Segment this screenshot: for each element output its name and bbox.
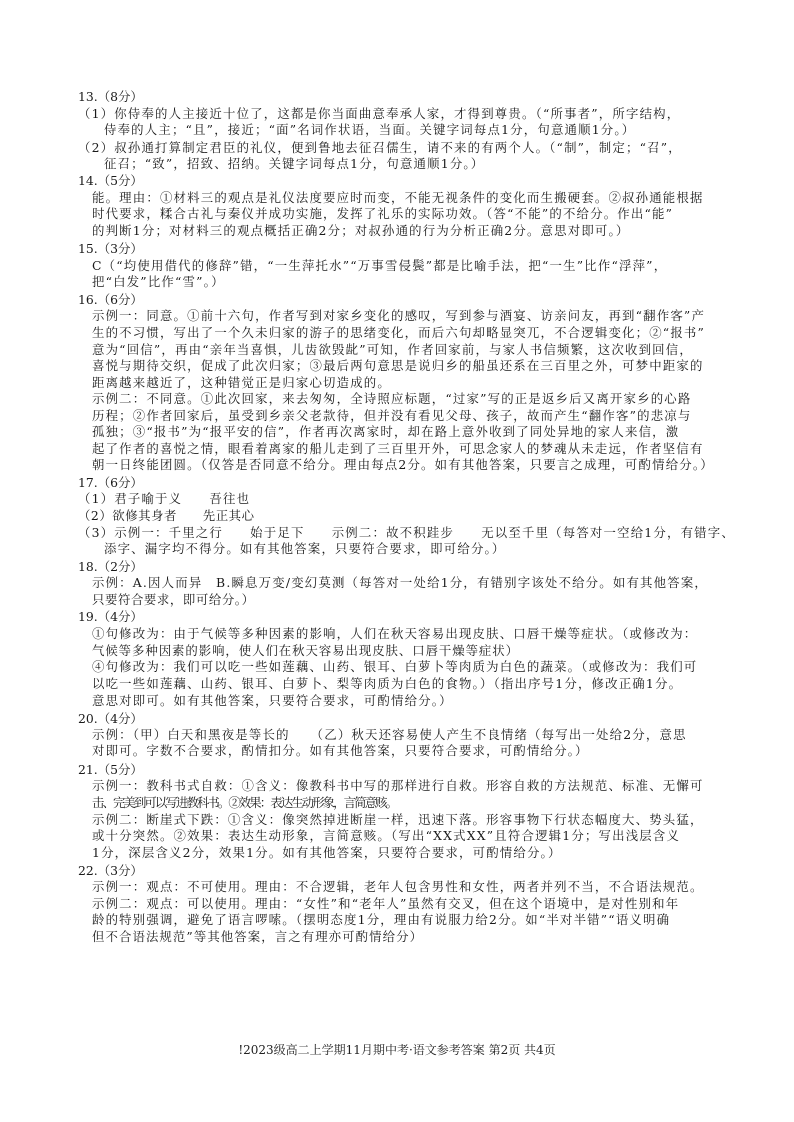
text-line: 示例二：观点：可以使用。理由：“女性”和“老年人”虽然有交叉，但在这个语境中，是对性别和年 — [92, 896, 680, 911]
text-line: 19.（4分） — [78, 609, 143, 624]
text-line: 生的不习惯，写出了一个久未归家的游子的思绪变化，而后六句却略显突兀，不合逻辑变化；②“报书” — [92, 325, 706, 340]
text-line: 或十分突然。②效果：表达生动形象，言简意赅。（写出“XX式XX”且符合逻辑1分；写出浅层含义 — [92, 828, 681, 843]
text-line: （2）叔孙通打算制定君臣的礼仪，便到鲁地去征召儒生，请不来的有两个人。（“制”，制定；“召”， — [78, 140, 682, 155]
text-line: 示例一：观点：不可使用。理由：不合逻辑，老年人包含男性和女性，两者并列不当，不合语法规范。 — [92, 879, 704, 894]
text-line: 示例一：同意。①前十六句，作者写到对家乡变化的感叹，写到参与酒宴、访亲问友，再到“翻作客”产 — [92, 308, 706, 323]
text-line: 21.（5分） — [78, 762, 143, 777]
text-line: 意思对即可。如有其他答案，只要符合要求，可酌情给分。） — [92, 693, 453, 708]
text-line: 距离越来越近了，这种错觉正是归家心切造成的。 — [92, 375, 391, 390]
text-line: 侍奉的人主；“且”，接近；“面”名词作状语，当面。关键字词每点1分，句意通顺1分。） — [104, 122, 636, 137]
text-line: 只要符合要求，即可给分。） — [92, 592, 255, 607]
text-line: 历程；②作者回家后，虽受到乡亲父老款待，但并没有看见父母、孩子，故而产生“翻作客”的悲凉与 — [92, 408, 692, 423]
text-line: 时代要求，糅合古礼与秦仪并成功实施，发挥了礼乐的实际功效。（答“不能”的不给分。作出“能” — [92, 206, 674, 221]
text-line: 20.（4分） — [78, 711, 143, 726]
text-line: （3）示例一：千里之行 始于足下 示例二：故不积跬步 无以至千里（每答对一空给1分，有错字、 — [78, 525, 735, 540]
text-line: 起了作者的喜悦之情，眼看着离家的船儿走到了三百里开外，可思念家人的梦魂从未走远，作者坚信有 — [92, 441, 704, 456]
text-line: 以吃一些如莲藕、山药、银耳、白萝卜、梨等肉质为白色的食物。）（指出序号1分，修改正确1分。 — [92, 676, 683, 691]
text-line: 示例二：不同意。①此次回家，来去匆匆，全诗照应标题，“过家”写的正是返乡后又离开家乡的心路 — [92, 391, 692, 406]
text-line: 17.（6分） — [78, 475, 143, 490]
text-line: 但不合语法规范”等其他答案，言之有理亦可酌情给分） — [92, 929, 424, 944]
text-line: 示例：（甲）白天和黑夜是等长的 （乙）秋天还容易使人产生不良情绪（每写出一处给2分，意思 — [92, 727, 687, 742]
text-line: 把“白发”比作“雪”。） — [92, 274, 225, 289]
text-line: 示例二：断崖式下跌：①含义：像突然掉进断崖一样，迅速下落。形容事物下行状态幅度大、势头猛， — [92, 812, 704, 827]
text-line: 意为“回信”，再由“亲年当喜惧，儿齿欲毁龀”可知，作者回家前，与家人书信频繁，这次收到回信， — [92, 342, 693, 357]
text-line: 13.（8分） — [78, 89, 143, 104]
text-line: 添字、漏字均不得分。如有其他答案，只要符合要求，即可给分。） — [104, 541, 506, 556]
text-line: 孤独；③“报书”为“报平安的信”，作者再次离家时，却在路上意外收到了同处异地的家人来信，激 — [92, 424, 680, 439]
text-line: （2）欲修其身者 先正其心 — [78, 508, 255, 523]
text-line: 龄的特别强调，避免了语言啰嗦。（摆明态度1分，理由有说服力给2分。如“半对半错”“语义明确 — [92, 912, 671, 927]
text-line: 的判断1分；对材料三的观点概括正确2分；对叔孙通的行为分析正确2分。意思对即可。） — [92, 223, 630, 238]
text-line: 朝一日终能团圆。（仅答是否同意不给分。理由每点2分。如有其他答案，只要言之成理，可酌情给分。） — [92, 457, 714, 472]
text-line: C（“均使用借代的修辞”错，“一生萍托水”“万事雪侵鬓”都是比喻手法，把“一生”比作“浮萍”， — [92, 258, 668, 273]
text-line: 喜悦与期待交织，促成了此次归家；③最后两句意思是说归乡的船虽还系在三百里之外，可梦中距家的 — [92, 358, 704, 373]
text-line: （1）你侍奉的人主接近十位了，这都是你当面曲意奉承人家，才得到尊贵。（“所事者”，所字结构， — [78, 106, 681, 121]
text-line: 示例一：教科书式自救：①含义：像教科书中写的那样进行自救。形容自救的方法规范、标准、无懈可 — [92, 778, 704, 793]
text-line: 气候等多种因素的影响，使人们在秋天容易出现皮肤、口唇干燥等症状） — [92, 643, 519, 658]
text-line: 14.（5分） — [78, 173, 143, 188]
text-line: （1）君子喻于义 吾往也 — [78, 491, 251, 506]
text-line: 18.（2分） — [78, 559, 143, 574]
text-line: 22.（3分） — [78, 863, 143, 878]
text-line: 对即可。字数不合要求，酌情扣分。如有其他答案，只要符合要求，可酌情给分。） — [92, 743, 589, 758]
text-line: ④句修改为：我们可以吃一些如莲藕、山药、银耳、白萝卜等肉质为白色的蔬菜。（或修改为：我们可 — [92, 659, 698, 674]
text-line: 能。理由：①材料三的观点是礼仪法度要应时而变，不能无视条件的变化而生搬硬套。②叔孙通能根据 — [92, 190, 704, 205]
text-line: 16.（6分） — [78, 292, 143, 307]
text-line: 1分，深层含义2分，效果1分。如有其他答案，只要符合要求，可酌情给分。） — [92, 845, 562, 860]
text-line: 击、完美到可以写进教科书。②效果：表达生动形象，言简意赅。 — [92, 795, 397, 810]
text-line: 征召；“致”，招致、招纳。关键字词每点1分，句意通顺1分。） — [104, 156, 485, 171]
text-line: 示例：A.因人而异 B.瞬息万变/变幻莫测（每答对一处给1分，有错别字该处不给分。如有其他答案， — [92, 575, 708, 590]
page-footer: !2023级高二上学期11月期中考·语文参考答案 第2页 共4页 — [238, 1043, 556, 1057]
text-line: ①句修改为：由于气候等多种因素的影响，人们在秋天容易出现皮肤、口唇干燥等症状。（或修改为： — [92, 626, 698, 641]
text-line: 15.（3分） — [78, 241, 143, 256]
